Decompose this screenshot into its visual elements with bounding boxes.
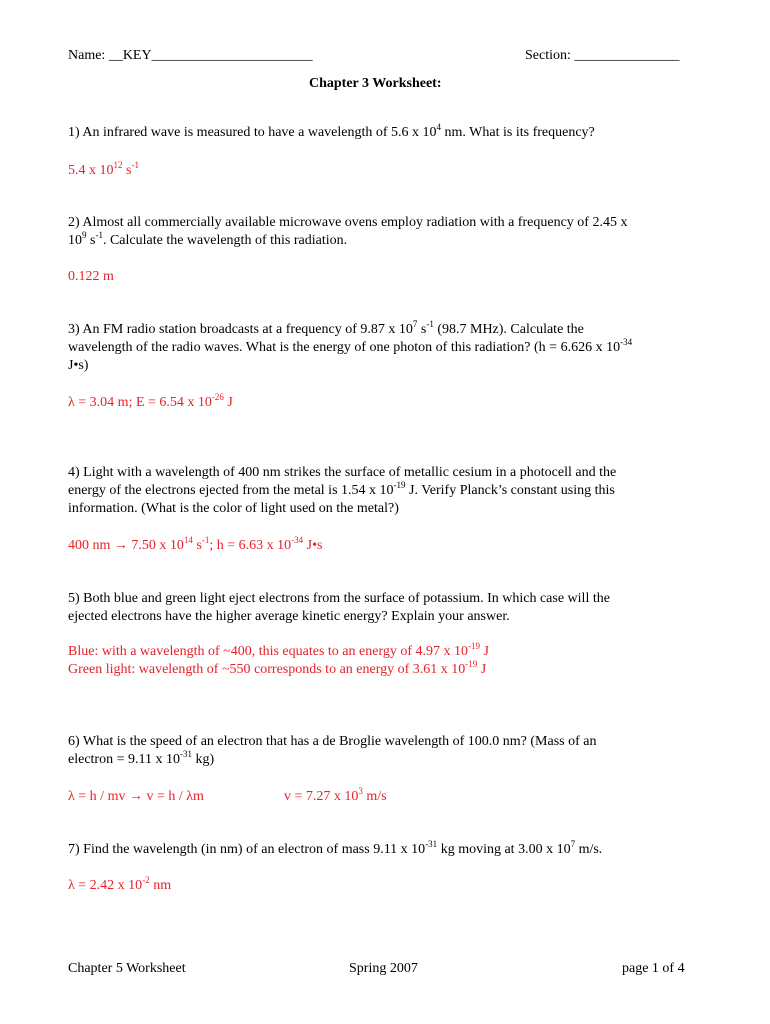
- answer-7: λ = 2.42 x $10^{-2}$ nm: [68, 875, 172, 893]
- answer-5-line-1: Blue: with a wavelength of ~400, this equates to an energy of 4.97 x $10^{-19}$ J: [68, 641, 489, 659]
- question-3-line-3: J•s): [68, 358, 89, 373]
- name-field: Name: __KEY_______________________: [68, 48, 313, 63]
- question-3-line-2: wavelength of the radio waves. What is the energy of one photon of this radiation? (h = 6.626 x $10^{-34}$: [68, 337, 633, 355]
- question-5-line-1: 5) Both blue and green light eject electrons from the surface of potassium. In which case will the: [68, 591, 610, 606]
- page-title: Chapter 3 Worksheet:: [309, 76, 442, 91]
- answer-6-formula: λ = h / mv → v = h / λm: [68, 789, 204, 804]
- question-2-line-2: $10^9$ $s^{-1}$. Calculate the wavelength of this radiation.: [68, 230, 348, 248]
- question-7: 7) Find the wavelength (in nm) of an electron of mass 9.11 x $10^{-31}$ kg moving at 3.00 x $10^7$ m/s.: [68, 839, 603, 857]
- question-6-line-1: 6) What is the speed of an electron that has a de Broglie wavelength of 100.0 nm? (Mass of an: [68, 734, 597, 749]
- question-3-line-1: 3) An FM radio station broadcasts at a frequency of 9.87 x $10^7$ $s^{-1}$ (98.7 MHz). Calculate the: [68, 319, 584, 337]
- question-2-line-1: 2) Almost all commercially available microwave ovens employ radiation with a frequency of 2.45 x: [68, 215, 628, 230]
- page-number: page 1 of 4: [622, 961, 685, 976]
- answer-6-result: v = 7.27 x $10^3$ m/s: [284, 786, 387, 804]
- question-1: 1) An infrared wave is measured to have a wavelength of 5.6 x $10^4$ nm. What is its frequency?: [68, 122, 595, 140]
- question-4-line-2: energy of the electrons ejected from the metal is 1.54 x $10^{-19}$ J. Verify Planck’s constant using this: [68, 480, 615, 498]
- section-field: Section: _______________: [525, 48, 680, 63]
- answer-2: 0.122 m: [68, 269, 114, 284]
- answer-4: 400 nm → 7.50 x $10^{14}$ $s^{-1}$; h = 6.63 x $10^{-34}$ J•s: [68, 535, 323, 553]
- footer-center: Spring 2007: [349, 961, 418, 976]
- question-5-line-2: ejected electrons have the higher average kinetic energy? Explain your answer.: [68, 609, 510, 624]
- question-4-line-1: 4) Light with a wavelength of 400 nm strikes the surface of metallic cesium in a photocell and the: [68, 465, 617, 480]
- answer-1: 5.4 x $10^{12}$ $s^{-1}$: [68, 160, 139, 178]
- answer-5-line-2: Green light: wavelength of ~550 corresponds to an energy of 3.61 x $10^{-19}$ J: [68, 659, 487, 677]
- question-4-line-3: information. (What is the color of light used on the metal?): [68, 501, 399, 516]
- answer-3: λ = 3.04 m; E = 6.54 x $10^{-26}$ J: [68, 392, 233, 410]
- footer-left: Chapter 5 Worksheet: [68, 961, 186, 976]
- question-6-line-2: electron = 9.11 x $10^{-31}$ kg): [68, 749, 215, 767]
